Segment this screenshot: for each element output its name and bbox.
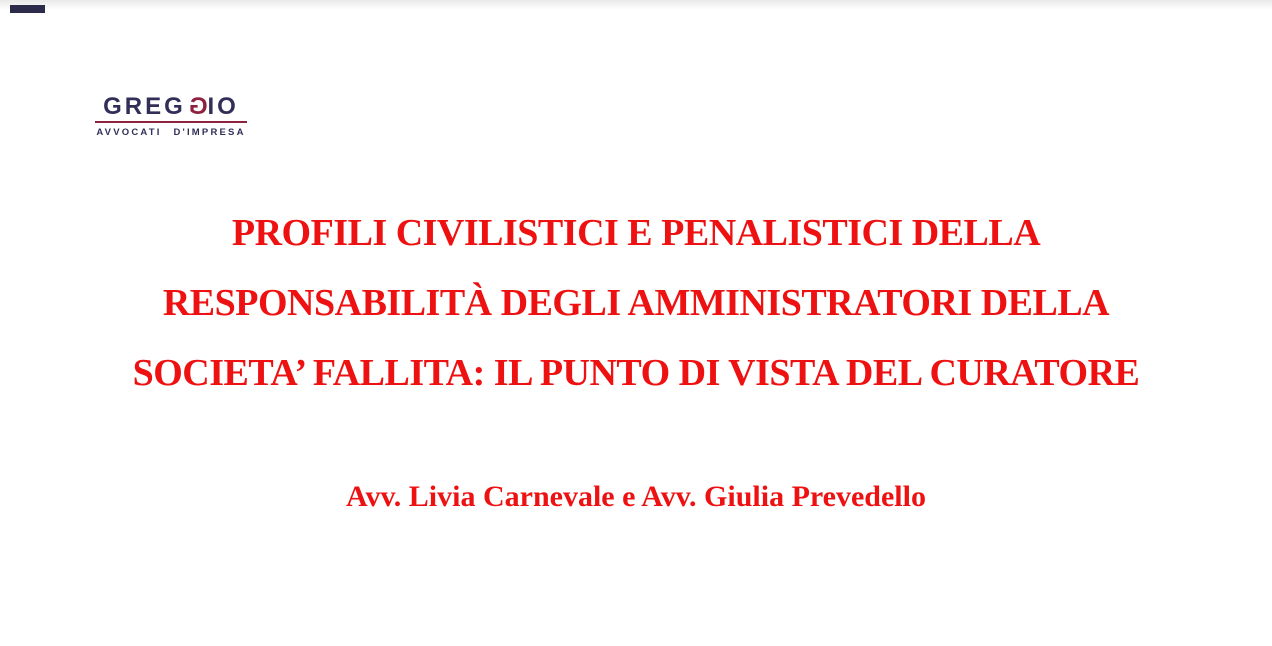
greggio-logo — [95, 93, 247, 138]
title-line-1: PROFILI CIVILISTICI E PENALISTICI DELLA — [231, 212, 1041, 254]
top-edge-shadow — [0, 0, 1272, 10]
logo-wordmark-suffix: IO — [207, 93, 239, 120]
slide-title — [0, 198, 1272, 408]
slide-subtitle: Avv. Livia Carnevale e Avv. Giulia Prevedello — [346, 480, 926, 513]
top-left-dark-bar — [10, 5, 45, 13]
logo-wordmark-prefix: GREG — [103, 93, 186, 120]
title-line-2: RESPONSABILITÀ DEGLI AMMINISTRATORI DELLA — [162, 282, 1110, 324]
logo-tagline: AVVOCATI D'IMPRESA — [96, 127, 246, 138]
logo-wordmark — [95, 93, 247, 120]
logo-accent-letter: G — [185, 93, 208, 120]
logo-underline — [95, 121, 247, 123]
title-line-3: SOCIETA’ FALLITA: IL PUNTO DI VISTA DEL CURATORE — [132, 352, 1140, 394]
